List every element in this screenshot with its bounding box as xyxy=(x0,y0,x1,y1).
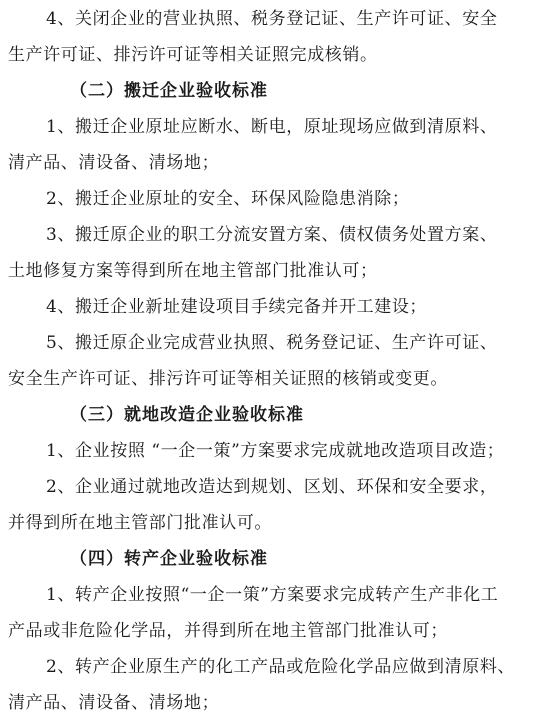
paragraph-line: 安全生产许可证、排污许可证等相关证照的核销或变更。 xyxy=(8,369,448,389)
paragraph-line: 土地修复方案等得到所在地主管部门批准认可； xyxy=(8,261,378,281)
section-heading: （四）转产企业验收标准 xyxy=(70,549,268,569)
paragraph-line: 2、搬迁企业原址的安全、环保风险隐患消除； xyxy=(46,189,410,209)
paragraph-line: 1、转产企业按照“一企一策”方案要求完成转产生产非化工 xyxy=(46,585,499,605)
section-heading: （三）就地改造企业验收标准 xyxy=(70,405,304,425)
paragraph-line: 1、搬迁企业原址应断水、断电，原址现场应做到清原料、 xyxy=(46,117,498,137)
paragraph-line: 3、搬迁原企业的职工分流安置方案、债权债务处置方案、 xyxy=(46,225,498,245)
paragraph-line: 4、关闭企业的营业执照、税务登记证、生产许可证、安全 xyxy=(46,9,498,29)
paragraph-line: 并得到所在地主管部门批准认可。 xyxy=(8,513,272,533)
paragraph-line: 5、搬迁原企业完成营业执照、税务登记证、生产许可证、 xyxy=(46,333,498,353)
section-heading: （二）搬迁企业验收标准 xyxy=(70,81,268,101)
paragraph-line: 生产许可证、排污许可证等相关证照完成核销。 xyxy=(8,45,378,65)
paragraph-line: 4、搬迁企业新址建设项目手续完备并开工建设； xyxy=(46,297,428,317)
paragraph-line: 2、企业通过就地改造达到规划、区划、环保和安全要求， xyxy=(46,477,498,497)
paragraph-line: 清产品、清设备、清场地； xyxy=(8,693,220,713)
paragraph-line: 清产品、清设备、清场地； xyxy=(8,153,220,173)
paragraph-line: 产品或非危险化学品，并得到所在地主管部门批准认可； xyxy=(8,621,448,641)
paragraph-line: 1、企业按照 “一企一策”方案要求完成就地改造项目改造； xyxy=(46,441,505,461)
paragraph-line: 2、转产企业原生产的化工产品或危险化学品应做到清原料、 xyxy=(46,657,516,677)
